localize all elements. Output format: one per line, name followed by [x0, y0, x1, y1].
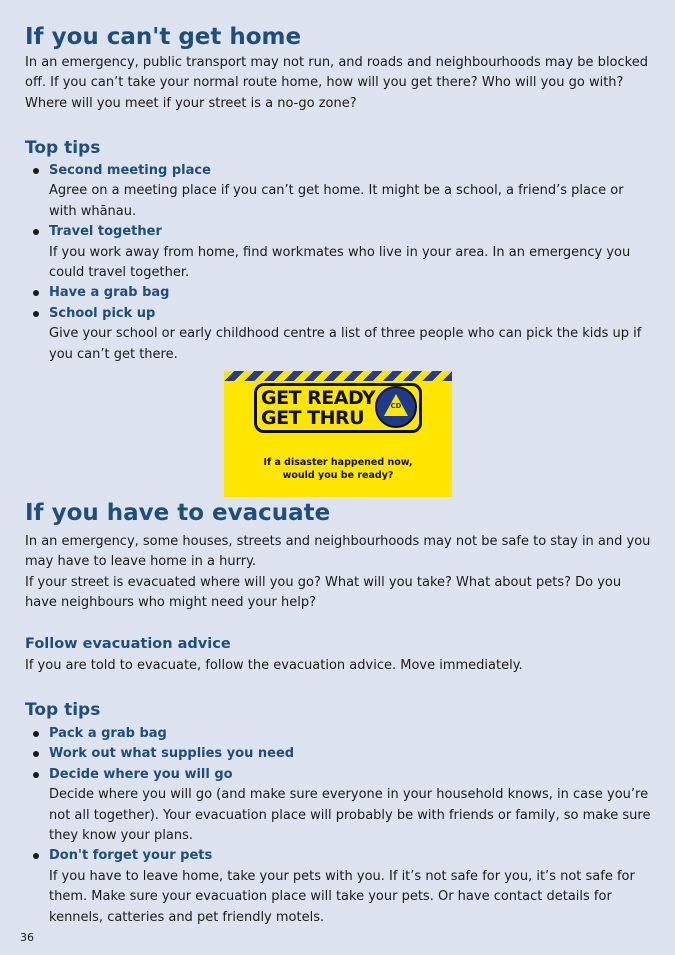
tip-body: Give your school or early childhood centre a list of three people who can pick the kids up if you can’t get there.: [49, 326, 642, 362]
section-title-evacuate: If you have to evacuate: [25, 500, 331, 526]
bullet-icon: [33, 853, 39, 859]
tip-title: School pick up: [49, 305, 156, 321]
bullet-icon: [33, 731, 39, 737]
section-intro-cant-get-home: In an emergency, public transport may not run, and roads and neighbourhoods may be blocked off. If you can’t take your normal route home, how will you get there? Who will you go with? Where will you meet if your street is a no-go zone?: [25, 55, 648, 111]
bullet-icon: [33, 168, 39, 174]
tip-body: Decide where you will go (and make sure everyone in your household knows, in case you’re not all together). Your evacuation place will probably be with friends or family, so make sure they know your plans.: [49, 787, 651, 844]
list-item: [25, 222, 655, 283]
evacuation-advice-heading: Follow evacuation advice: [25, 636, 231, 652]
tip-title: Second meeting place: [49, 163, 211, 178]
logo-tagline-2: would you be ready?: [282, 470, 394, 481]
top-tips-heading-1: Top tips: [25, 138, 101, 158]
tips-list-1: [25, 161, 655, 365]
list-item: [25, 724, 655, 744]
logo-line-2: GET THRU: [261, 407, 365, 429]
bullet-icon: [33, 290, 39, 296]
tip-title: Have a grab bag: [49, 285, 170, 301]
hazard-stripes: [224, 371, 452, 381]
tip-body: Agree on a meeting place if you can’t get home. It might be a school, a friend’s place or with whānau.: [49, 183, 624, 219]
bullet-icon: [33, 311, 39, 317]
list-item: [25, 304, 655, 365]
logo-tagline-1: If a disaster happened now,: [263, 457, 413, 468]
bullet-icon: [33, 751, 39, 757]
page-number: 36: [20, 931, 34, 944]
tip-title: Work out what supplies you need: [49, 746, 295, 762]
list-item: [25, 283, 655, 303]
list-item: [25, 846, 655, 928]
evacuation-advice-text: If you are told to evacuate, follow the evacuation advice. Move immediately.: [25, 658, 523, 673]
tip-title: Pack a grab bag: [49, 726, 167, 741]
tips-list-2: [25, 724, 655, 928]
section-intro-evacuate-1: In an emergency, some houses, streets and neighbourhoods may not be safe to stay in and you may have to leave home in a hurry.: [25, 534, 651, 570]
get-ready-get-thru-logo: [224, 371, 452, 497]
list-item: [25, 744, 655, 764]
list-item: [25, 161, 655, 222]
tip-title: Don't forget your pets: [49, 848, 213, 864]
bullet-icon: [33, 772, 39, 778]
tip-title: Travel together: [49, 224, 162, 240]
list-item: [25, 765, 655, 847]
badge-text: CD: [390, 402, 402, 410]
tip-body: If you have to leave home, take your pets with you. If it’s not safe for you, it’s not safe for them. Make sure your evacuation place will take your pets. Or have contact details for kennels, catteries and pet friendly motels.: [49, 868, 635, 925]
section-title-cant-get-home: If you can't get home: [25, 24, 302, 50]
section-intro-evacuate-2: If your street is evacuated where will you go? What will you take? What about pets? Do you have neighbours who might need your help?: [25, 575, 622, 611]
tip-title: Decide where you will go: [49, 766, 233, 782]
logo-line-1: GET READY: [261, 387, 376, 409]
civil-defence-badge-icon: [375, 386, 417, 428]
tip-body: If you work away from home, find workmates who live in your area. In an emergency you could travel together.: [49, 244, 631, 281]
top-tips-heading-2: Top tips: [25, 700, 101, 720]
bullet-icon: [33, 229, 39, 235]
